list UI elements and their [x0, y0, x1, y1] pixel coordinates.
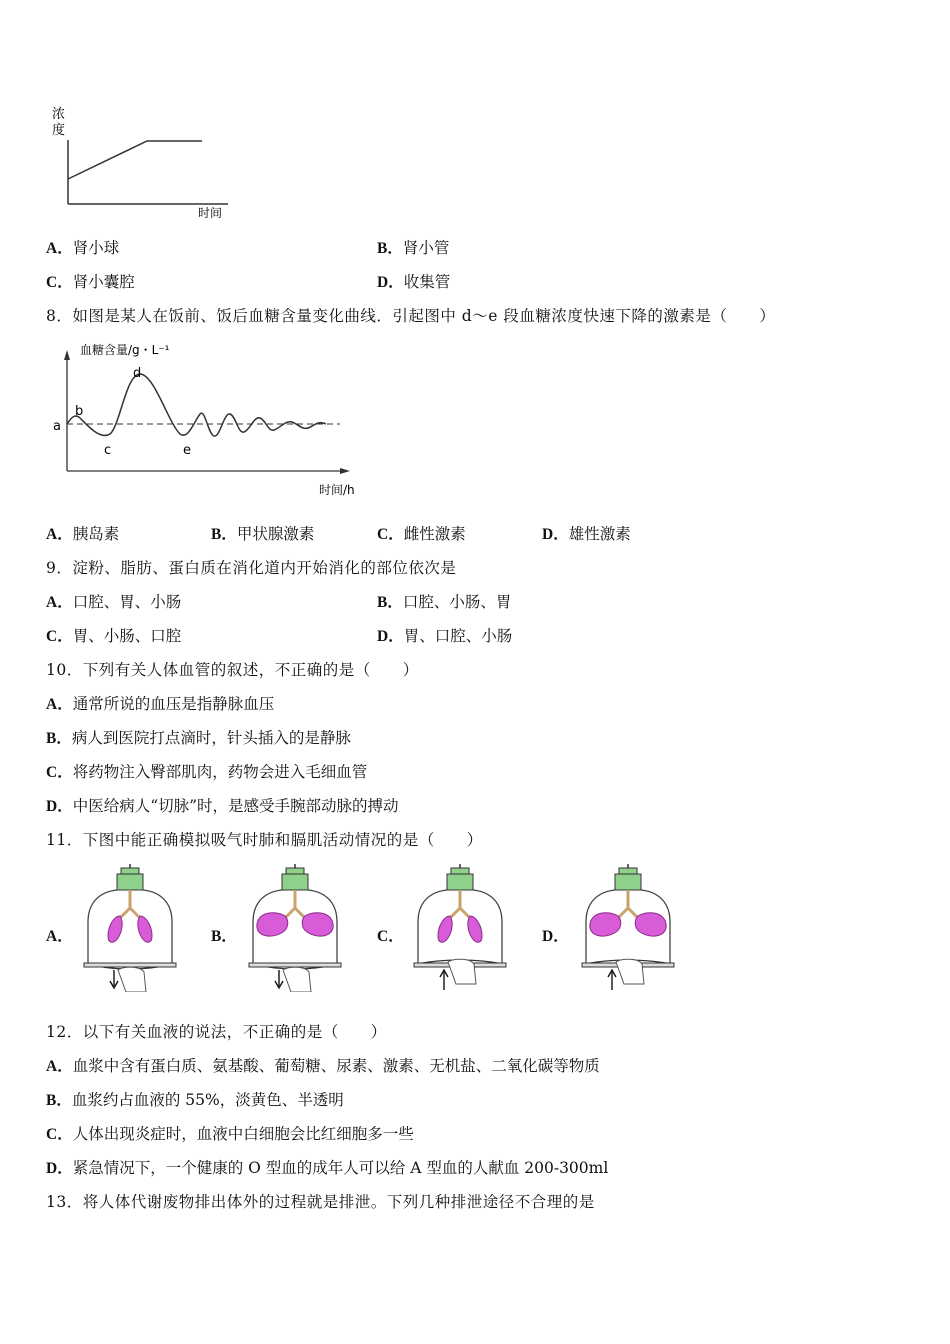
option-text: 紧急情况下，一个健康的 O 型血的成年人可以给 A 型血的人献血 200-300ml — [72, 1159, 609, 1177]
option-text: 口腔、胃、小肠 — [72, 593, 182, 611]
option-letter: A． — [46, 526, 73, 543]
option-letter: A． — [46, 594, 73, 611]
bronchi — [618, 908, 638, 918]
q11-bell-jar-d[interactable] — [578, 864, 678, 992]
q12-option-d[interactable] — [46, 1156, 608, 1178]
q8-option-b[interactable] — [211, 522, 314, 544]
right-lung — [635, 913, 666, 936]
hand — [448, 959, 476, 984]
option-letter: D． — [542, 526, 569, 543]
q9-option-b[interactable] — [377, 590, 511, 612]
q13-stem: 13．将人体代谢废物排出体外的过程就是排泄。下列几种排泄途径不合理的是 — [46, 1193, 595, 1211]
right-lung — [138, 916, 152, 942]
option-text: 通常所说的血压是指静脉血压 — [72, 695, 275, 713]
q12-stem: 12．以下有关血液的说法，不正确的是（ ） — [46, 1023, 387, 1041]
option-letter: A． — [46, 240, 73, 257]
option-text: 雄性激素 — [568, 525, 631, 543]
option-text: 胃、口腔、小肠 — [403, 627, 513, 645]
stopper — [282, 874, 308, 890]
q11-option-a[interactable] — [46, 924, 73, 946]
left-lung — [590, 913, 621, 936]
option-text: 甲状腺激素 — [236, 525, 315, 543]
stopper-top — [619, 868, 637, 874]
option-letter: D． — [542, 928, 569, 945]
option-letter: B． — [211, 526, 237, 543]
right-lung — [302, 913, 333, 936]
option-letter: B． — [211, 928, 237, 945]
q7-graph-xlabel: 时间 — [198, 206, 223, 220]
q9-option-c[interactable] — [46, 624, 181, 646]
option-text: 病人到医院打点滴时，针头插入的是静脉 — [71, 729, 351, 747]
option-letter: C． — [46, 764, 73, 781]
q9-option-a[interactable] — [46, 590, 181, 612]
bronchi — [450, 908, 470, 918]
left-lung — [438, 916, 452, 942]
q9-stem: 9．淀粉、脂肪、蛋白质在消化道内开始消化的部位依次是 — [46, 559, 457, 577]
option-letter: B． — [46, 1092, 72, 1109]
q7-curve — [68, 141, 202, 179]
option-text: 收集管 — [403, 273, 451, 291]
q12-option-a[interactable] — [46, 1054, 600, 1076]
stopper — [447, 874, 473, 890]
option-text: 胃、小肠、口腔 — [72, 627, 182, 645]
left-lung — [257, 913, 288, 936]
q12-option-c[interactable] — [46, 1122, 414, 1144]
option-text: 人体出现炎症时，血液中白细胞会比红细胞多一些 — [72, 1125, 414, 1143]
q7-option-b[interactable] — [377, 236, 449, 258]
q8-point-c: c — [104, 443, 112, 458]
q7-option-c[interactable] — [46, 270, 135, 292]
option-letter: C． — [46, 274, 73, 291]
option-letter: D． — [377, 274, 404, 291]
q7-option-d[interactable] — [377, 270, 450, 292]
option-letter: C． — [377, 526, 404, 543]
option-letter: D． — [377, 628, 404, 645]
q11-bell-jar-a[interactable] — [80, 864, 180, 992]
hand — [616, 959, 644, 984]
right-lung — [468, 916, 482, 942]
q7-graph-ylabel-2: 度 — [52, 123, 66, 138]
q9-option-d[interactable] — [377, 624, 512, 646]
q11-bell-jar-c[interactable] — [410, 864, 510, 992]
option-text: 血浆约占血液的 55%，淡黄色、半透明 — [71, 1091, 344, 1109]
q8-point-d: d — [133, 366, 142, 381]
q8-stem: 8．如图是某人在饭前、饭后血糖含量变化曲线．引起图中 d～e 段血糖浓度快速下降的激素是（ ） — [46, 307, 776, 325]
jar-base — [84, 963, 176, 967]
left-lung — [108, 916, 122, 942]
q8-graph-xlabel: 时间/h — [319, 483, 355, 497]
jar-base — [249, 963, 341, 967]
option-letter: C． — [46, 1126, 73, 1143]
q8-graph-ylabel: 血糖含量/g・L⁻¹ — [80, 343, 170, 357]
option-letter: C． — [377, 928, 404, 945]
q8-curve — [67, 374, 326, 436]
option-letter: C． — [46, 628, 73, 645]
stopper-top — [121, 868, 139, 874]
option-letter: D． — [46, 798, 73, 815]
option-letter: B． — [377, 594, 403, 611]
option-letter: A． — [46, 696, 73, 713]
option-letter: D． — [46, 1160, 73, 1177]
q7-graph-ylabel-1: 浓 — [52, 107, 66, 122]
hand — [118, 967, 146, 992]
option-letter: B． — [46, 730, 72, 747]
q10-stem: 10．下列有关人体血管的叙述，不正确的是（ ） — [46, 661, 419, 679]
q11-stem: 11．下图中能正确模拟吸气时肺和膈肌活动情况的是（ ） — [46, 831, 483, 849]
q11-option-c[interactable] — [377, 924, 404, 946]
q8-point-a: a — [53, 419, 61, 434]
option-text: 雌性激素 — [403, 525, 466, 543]
q11-option-d[interactable] — [542, 924, 569, 946]
stopper — [117, 874, 143, 890]
option-letter: B． — [377, 240, 403, 257]
q12-option-b[interactable] — [46, 1088, 344, 1110]
stopper-top — [451, 868, 469, 874]
q8-blood-sugar-graph — [48, 338, 368, 503]
option-letter: A． — [46, 1058, 73, 1075]
option-text: 口腔、小肠、胃 — [402, 593, 512, 611]
option-text: 肾小管 — [402, 239, 450, 257]
stopper — [615, 874, 641, 890]
stopper-top — [286, 868, 304, 874]
bronchi — [285, 908, 305, 918]
q11-option-b[interactable] — [211, 924, 237, 946]
bronchi — [120, 908, 140, 918]
q8-option-c[interactable] — [377, 522, 466, 544]
option-text: 将药物注入臀部肌肉，药物会进入毛细血管 — [72, 763, 368, 781]
option-text: 胰岛素 — [72, 525, 120, 543]
option-text: 肾小囊腔 — [72, 273, 135, 291]
option-letter: A． — [46, 928, 73, 945]
q8-option-a[interactable] — [46, 522, 119, 544]
hand — [283, 967, 311, 992]
q10-option-b[interactable] — [46, 726, 351, 748]
q8-option-d[interactable] — [542, 522, 631, 544]
q8-point-b: b — [75, 404, 84, 419]
q10-option-d[interactable] — [46, 794, 399, 816]
q8-point-e: e — [183, 443, 191, 458]
option-text: 肾小球 — [72, 239, 120, 257]
q7-concentration-graph — [50, 100, 240, 225]
q10-option-c[interactable] — [46, 760, 367, 782]
option-text: 中医给病人“切脉”时，是感受手腕部动脉的搏动 — [72, 797, 399, 815]
option-text: 血浆中含有蛋白质、氨基酸、葡萄糖、尿素、激素、无机盐、二氧化碳等物质 — [72, 1057, 600, 1075]
q7-option-a[interactable] — [46, 236, 119, 258]
q10-option-a[interactable] — [46, 692, 274, 714]
q11-bell-jar-b[interactable] — [245, 864, 345, 992]
